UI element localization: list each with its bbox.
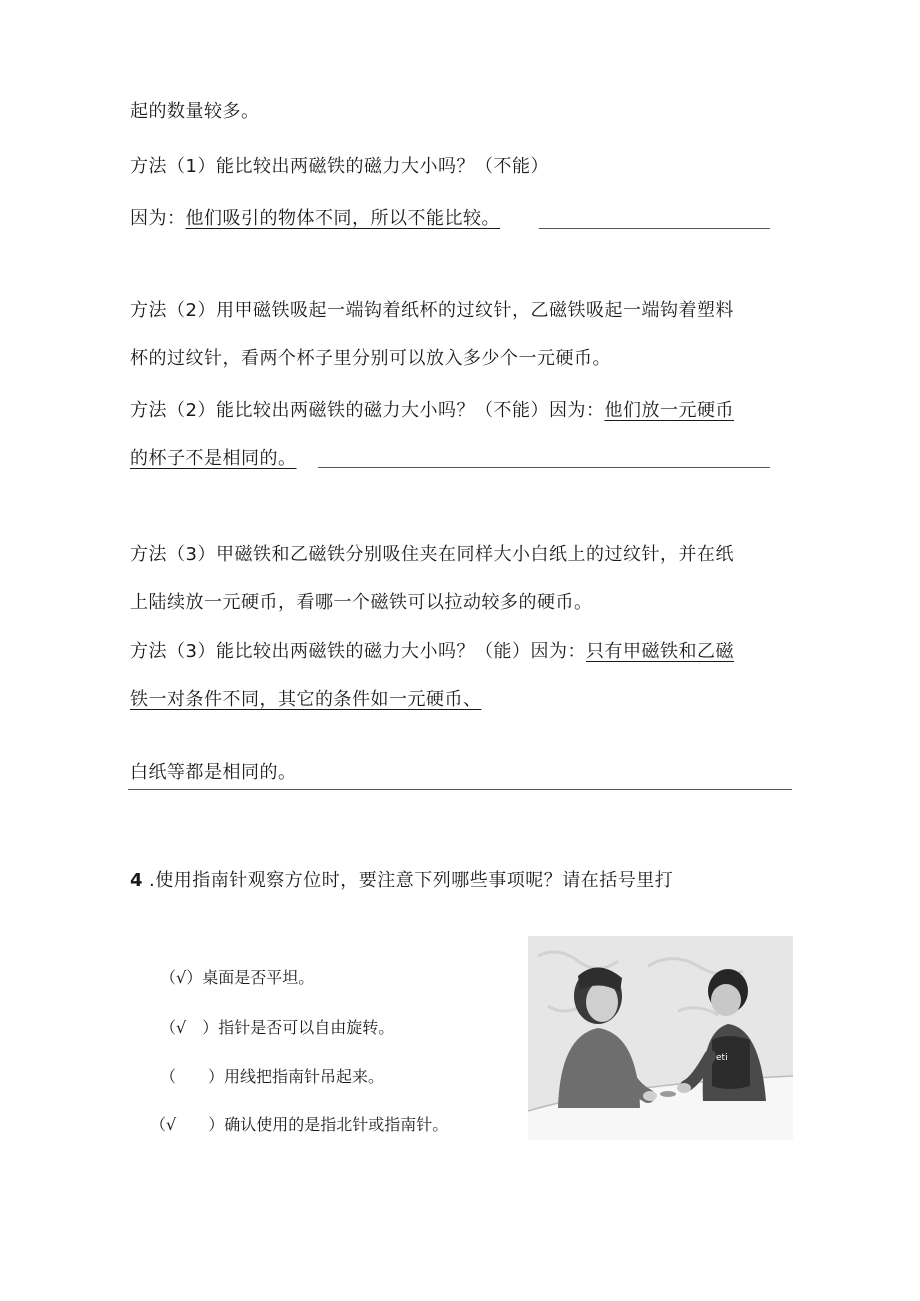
method2-desc-line2: 杯的过纹针，看两个杯子里分别可以放入多少个一元硬币。 bbox=[130, 348, 611, 369]
compass-icon bbox=[660, 1091, 676, 1097]
option-3 bbox=[160, 1066, 384, 1088]
children-compass-photo bbox=[528, 936, 793, 1140]
method1-question: 方法（1）能比较出两磁铁的磁力大小吗？（不能） bbox=[130, 156, 549, 177]
method3-desc-line1: 方法（3）甲磁铁和乙磁铁分别吸住夹在同样大小白纸上的过纹针，并在纸 bbox=[130, 544, 734, 565]
method3-reason-answer-2: 铁一对条件不同，其它的条件如一元硬币、 bbox=[130, 689, 482, 710]
method3-reason-line2 bbox=[130, 688, 482, 712]
option-1 bbox=[160, 967, 314, 989]
option-2 bbox=[160, 1017, 394, 1039]
method1-reason-answer: 他们吸引的物体不同，所以不能比较。 bbox=[185, 208, 500, 229]
option-1-mark: （√） bbox=[160, 968, 203, 987]
method3-answer-rule bbox=[128, 789, 792, 790]
method2-reason-answer-1: 他们放一元硬币 bbox=[604, 400, 734, 421]
method2-question: 方法（2）能比较出两磁铁的磁力大小吗？（不能）因为： bbox=[130, 400, 605, 421]
method2-desc-line1: 方法（2）用甲磁铁吸起一端钩着纸杯的过纹针，乙磁铁吸起一端钩着塑料 bbox=[130, 300, 734, 321]
option-3-label: 用线把指南针吊起来。 bbox=[224, 1067, 385, 1086]
method3-question: 方法（3）能比较出两磁铁的磁力大小吗？（能）因为： bbox=[130, 641, 586, 662]
option-4-label: 确认使用的是指北针或指南针。 bbox=[224, 1115, 449, 1134]
method3-reason-line3: 白纸等都是相同的。 bbox=[130, 762, 297, 783]
option-3-mark: （ ） bbox=[160, 1067, 225, 1086]
method2-question-line bbox=[130, 399, 734, 423]
method1-reason-line bbox=[130, 207, 500, 231]
method1-answer-blank bbox=[539, 228, 770, 229]
option-1-label: 桌面是否平坦。 bbox=[202, 968, 315, 987]
question4-title bbox=[130, 869, 673, 893]
method2-reason-line2 bbox=[130, 447, 297, 471]
method2-reason-answer-2: 的杯子不是相同的。 bbox=[130, 448, 297, 469]
option-2-mark: （√ ） bbox=[160, 1018, 219, 1037]
question4-number: 4 bbox=[130, 870, 144, 891]
shirt-logo: eti bbox=[716, 1053, 728, 1063]
method2-answer-blank bbox=[318, 467, 770, 468]
question4-text: .使用指南针观察方位时，要注意下列哪些事项呢？请在括号里打 bbox=[149, 870, 674, 891]
intro-line: 起的数量较多。 bbox=[130, 101, 260, 122]
option-4 bbox=[150, 1114, 448, 1136]
method1-reason-prefix: 因为： bbox=[130, 208, 186, 229]
option-2-label: 指针是否可以自由旋转。 bbox=[218, 1018, 395, 1037]
method3-reason-answer-1: 只有甲磁铁和乙磁 bbox=[585, 641, 734, 662]
method3-question-line bbox=[130, 640, 734, 664]
method3-desc-line2: 上陆续放一元硬币，看哪一个磁铁可以拉动较多的硬币。 bbox=[130, 592, 593, 613]
option-4-mark: （√ ） bbox=[150, 1115, 225, 1134]
